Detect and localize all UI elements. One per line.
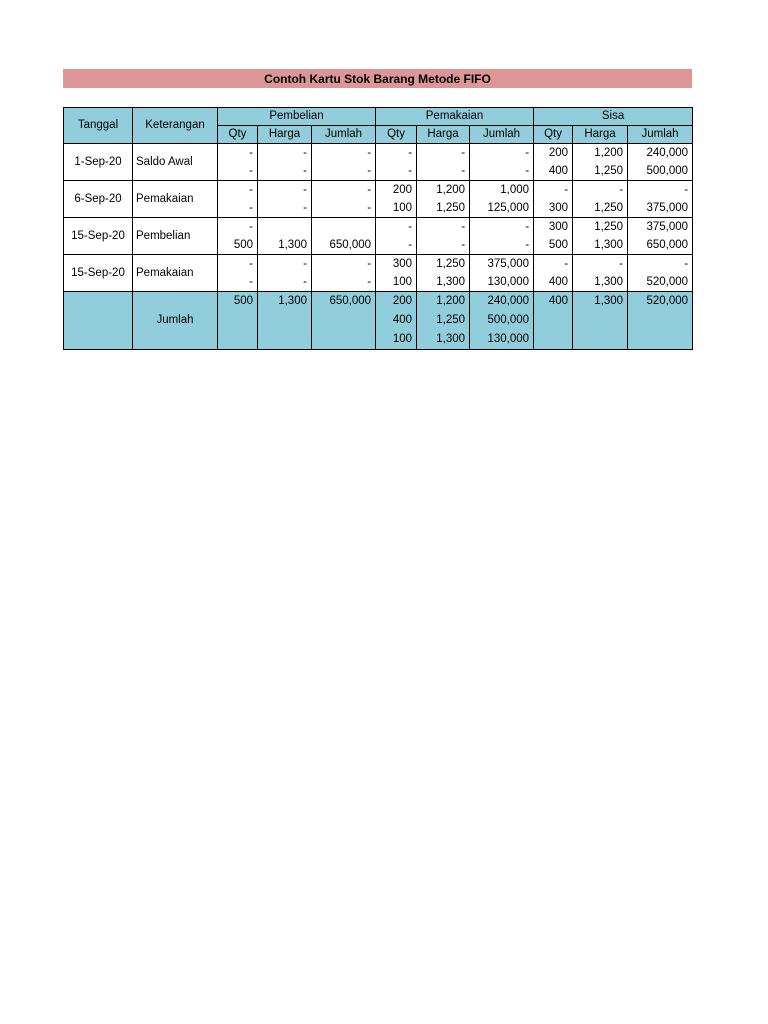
pemakaian-harga-cell [417, 218, 470, 255]
description-cell: Pemakaian [133, 255, 218, 292]
total-pemakaian-harga-cell-line: 1,200 [436, 295, 466, 307]
pemakaian-jumlah-cell-line: 375,000 [487, 258, 530, 270]
table-body [64, 144, 693, 350]
pemakaian-qty-cell-line: - [408, 239, 413, 251]
total-pemakaian-qty-cell [376, 292, 417, 350]
pembelian-harga-cell [258, 144, 312, 181]
total-pemakaian-harga-cell-line: 1,300 [436, 333, 466, 345]
pemakaian-harga-cell-line: - [461, 239, 466, 251]
pembelian-jumlah-cell-line: - [367, 276, 372, 288]
sisa-qty-cell [534, 181, 573, 218]
pemakaian-harga-cell-line: - [461, 147, 466, 159]
sisa-qty-cell [534, 218, 573, 255]
pembelian-jumlah-cell [312, 255, 376, 292]
sisa-jumlah-cell [628, 144, 693, 181]
sisa-jumlah-cell-line: 240,000 [646, 147, 689, 159]
pemakaian-qty-cell-line: 200 [392, 184, 413, 196]
description-cell: Pemakaian [133, 181, 218, 218]
sisa-jumlah-cell-line: 650,000 [646, 239, 689, 251]
pemakaian-jumlah-cell-line: - [525, 165, 530, 177]
pembelian-qty-cell-line: - [249, 184, 253, 196]
pembelian-qty-cell [218, 255, 258, 292]
header-keterangan: Keterangan [133, 108, 218, 144]
pembelian-jumlah-cell-line: - [367, 202, 372, 214]
pembelian-harga-cell-line: - [303, 258, 307, 270]
pemakaian-harga-cell [417, 144, 470, 181]
header-row-group [64, 108, 693, 126]
pembelian-harga-cell-line [258, 218, 311, 236]
pemakaian-qty-cell [376, 255, 417, 292]
sisa-qty-cell-line: 300 [548, 202, 569, 214]
sisa-harga-cell-line: 1,250 [594, 165, 624, 177]
date-cell: 15-Sep-20 [64, 255, 133, 292]
table-row [64, 144, 693, 181]
sisa-harga-cell [573, 144, 628, 181]
header-sisa-harga: Harga [573, 126, 628, 144]
sisa-jumlah-cell [628, 218, 693, 255]
total-empty-cell [64, 292, 133, 350]
total-sisa-harga-cell-line: 1,300 [594, 295, 624, 307]
total-pembelian-harga-cell [258, 292, 312, 350]
pemakaian-qty-cell-line: - [408, 221, 413, 233]
sisa-harga-cell-line: - [619, 184, 624, 196]
sisa-qty-cell-line: - [564, 258, 569, 270]
total-pembelian-jumlah-cell [312, 292, 376, 350]
pembelian-jumlah-cell [312, 181, 376, 218]
header-pemakaian-jumlah: Jumlah [470, 126, 534, 144]
pemakaian-jumlah-cell [470, 218, 534, 255]
pembelian-qty-cell-line: - [249, 202, 253, 214]
header-pemakaian-qty: Qty [376, 126, 417, 144]
pemakaian-jumlah-cell-line: - [525, 239, 530, 251]
pembelian-harga-cell-line: - [303, 165, 307, 177]
pemakaian-jumlah-cell-line: 125,000 [487, 202, 530, 214]
sisa-harga-cell-line: 1,300 [594, 239, 624, 251]
total-pemakaian-harga-cell [417, 292, 470, 350]
header-sisa-jumlah: Jumlah [628, 126, 693, 144]
pembelian-qty-cell-line: - [249, 258, 253, 270]
sisa-jumlah-cell [628, 255, 693, 292]
header-tanggal: Tanggal [64, 108, 133, 144]
description-cell: Saldo Awal [133, 144, 218, 181]
header-pembelian-harga: Harga [258, 126, 312, 144]
pembelian-qty-cell [218, 218, 258, 255]
date-cell: 15-Sep-20 [64, 218, 133, 255]
pembelian-harga-cell [258, 255, 312, 292]
pembelian-jumlah-cell [312, 144, 376, 181]
sisa-harga-cell-line: 1,300 [594, 276, 624, 288]
total-sisa-harga-cell [573, 292, 628, 350]
total-pemakaian-jumlah-cell-line: 240,000 [487, 295, 530, 307]
pembelian-jumlah-cell-line: 650,000 [329, 239, 372, 251]
sisa-jumlah-cell-line: 520,000 [646, 276, 689, 288]
sisa-harga-cell-line: 1,250 [594, 202, 624, 214]
pemakaian-jumlah-cell [470, 181, 534, 218]
pembelian-jumlah-cell [312, 218, 376, 255]
pembelian-harga-cell-line: - [303, 202, 307, 214]
sisa-jumlah-cell-line: 375,000 [646, 221, 689, 233]
pemakaian-qty-cell-line: - [408, 165, 413, 177]
total-sisa-jumlah-cell-line: 520,000 [646, 295, 689, 307]
total-pembelian-harga-cell-line: 1,300 [278, 295, 307, 307]
sheet-title: Contoh Kartu Stok Barang Metode FIFO [63, 69, 692, 88]
total-pemakaian-harga-cell-line: 1,250 [436, 314, 466, 326]
sisa-qty-cell-line: 300 [548, 221, 569, 233]
total-sisa-jumlah-cell [628, 292, 693, 350]
pemakaian-qty-cell [376, 144, 417, 181]
pemakaian-harga-cell-line: 1,300 [436, 276, 466, 288]
sisa-jumlah-cell-line: 375,000 [646, 202, 689, 214]
header-pembelian-qty: Qty [218, 126, 258, 144]
header-sisa-qty: Qty [534, 126, 573, 144]
header-sisa: Sisa [534, 108, 693, 126]
total-sisa-qty-cell-line: 400 [548, 295, 569, 307]
date-cell: 6-Sep-20 [64, 181, 133, 218]
total-pemakaian-jumlah-cell-line: 130,000 [487, 333, 530, 345]
sisa-jumlah-cell-line: - [684, 258, 689, 270]
sisa-jumlah-cell [628, 181, 693, 218]
table-row [64, 181, 693, 218]
header-pemakaian: Pemakaian [376, 108, 534, 126]
header-pembelian-jumlah: Jumlah [312, 126, 376, 144]
pembelian-qty-cell [218, 144, 258, 181]
pemakaian-qty-cell [376, 218, 417, 255]
description-cell: Pembelian [133, 218, 218, 255]
pemakaian-qty-cell-line: - [408, 147, 413, 159]
sisa-qty-cell-line: 400 [548, 165, 569, 177]
sisa-harga-cell [573, 218, 628, 255]
total-sisa-qty-cell [534, 292, 573, 350]
pemakaian-harga-cell-line: - [461, 221, 466, 233]
sisa-qty-cell [534, 144, 573, 181]
total-pembelian-qty-cell-line: 500 [233, 295, 253, 307]
sisa-harga-cell-line: 1,250 [594, 221, 624, 233]
sisa-harga-cell-line: 1,200 [594, 147, 624, 159]
pemakaian-jumlah-cell-line: 130,000 [487, 276, 530, 288]
pemakaian-qty-cell-line: 300 [392, 258, 413, 270]
pembelian-harga-cell [258, 218, 312, 255]
pemakaian-jumlah-cell [470, 144, 534, 181]
pembelian-qty-cell-line: - [249, 165, 253, 177]
pembelian-jumlah-cell-line: - [367, 147, 372, 159]
pemakaian-jumlah-cell-line: - [525, 221, 530, 233]
header-pembelian: Pembelian [218, 108, 376, 126]
sisa-harga-cell [573, 255, 628, 292]
pembelian-harga-cell-line: - [303, 184, 307, 196]
pembelian-harga-cell [258, 181, 312, 218]
total-pembelian-qty-cell [218, 292, 258, 350]
pemakaian-jumlah-cell-line: 1,000 [500, 184, 530, 196]
total-pemakaian-qty-cell-line: 100 [392, 333, 413, 345]
sisa-qty-cell-line: 200 [548, 147, 569, 159]
pembelian-jumlah-cell-line [312, 218, 375, 236]
sisa-qty-cell-line: 500 [548, 239, 569, 251]
pemakaian-harga-cell-line: 1,250 [436, 258, 466, 270]
total-pembelian-jumlah-cell-line: 650,000 [329, 295, 372, 307]
pembelian-qty-cell [218, 181, 258, 218]
pembelian-jumlah-cell-line: - [367, 165, 372, 177]
pembelian-qty-cell-line: 500 [233, 239, 253, 251]
sisa-jumlah-cell-line: 500,000 [646, 165, 689, 177]
pemakaian-jumlah-cell [470, 255, 534, 292]
date-cell: 1-Sep-20 [64, 144, 133, 181]
pemakaian-harga-cell-line: - [461, 165, 466, 177]
sisa-qty-cell-line: - [564, 184, 569, 196]
header-pemakaian-harga: Harga [417, 126, 470, 144]
pemakaian-qty-cell-line: 100 [392, 276, 413, 288]
pembelian-qty-cell-line: - [249, 147, 253, 159]
pemakaian-harga-cell-line: 1,250 [436, 202, 466, 214]
pembelian-harga-cell-line: 1,300 [278, 239, 307, 251]
pembelian-jumlah-cell-line: - [367, 258, 372, 270]
sisa-jumlah-cell-line: - [684, 184, 689, 196]
pemakaian-qty-cell [376, 181, 417, 218]
pembelian-harga-cell-line: - [303, 147, 307, 159]
sisa-qty-cell [534, 255, 573, 292]
total-pemakaian-jumlah-cell [470, 292, 534, 350]
pemakaian-harga-cell [417, 181, 470, 218]
pemakaian-harga-cell [417, 255, 470, 292]
pembelian-qty-cell-line: - [249, 221, 253, 233]
pembelian-harga-cell-line: - [303, 276, 307, 288]
pemakaian-harga-cell-line: 1,200 [436, 184, 466, 196]
sisa-harga-cell-line: - [619, 258, 624, 270]
total-pemakaian-jumlah-cell-line: 500,000 [487, 314, 530, 326]
pemakaian-qty-cell-line: 100 [392, 202, 413, 214]
total-pemakaian-qty-cell-line: 200 [392, 295, 413, 307]
total-pemakaian-qty-cell-line: 400 [392, 314, 413, 326]
total-label: Jumlah [133, 292, 218, 350]
pembelian-jumlah-cell-line: - [367, 184, 372, 196]
stock-card-table [63, 107, 693, 350]
sisa-qty-cell-line: 400 [548, 276, 569, 288]
pemakaian-jumlah-cell-line: - [525, 147, 530, 159]
table-row [64, 255, 693, 292]
pembelian-qty-cell-line: - [249, 276, 253, 288]
total-row [64, 292, 693, 350]
sisa-harga-cell [573, 181, 628, 218]
table-row [64, 218, 693, 255]
